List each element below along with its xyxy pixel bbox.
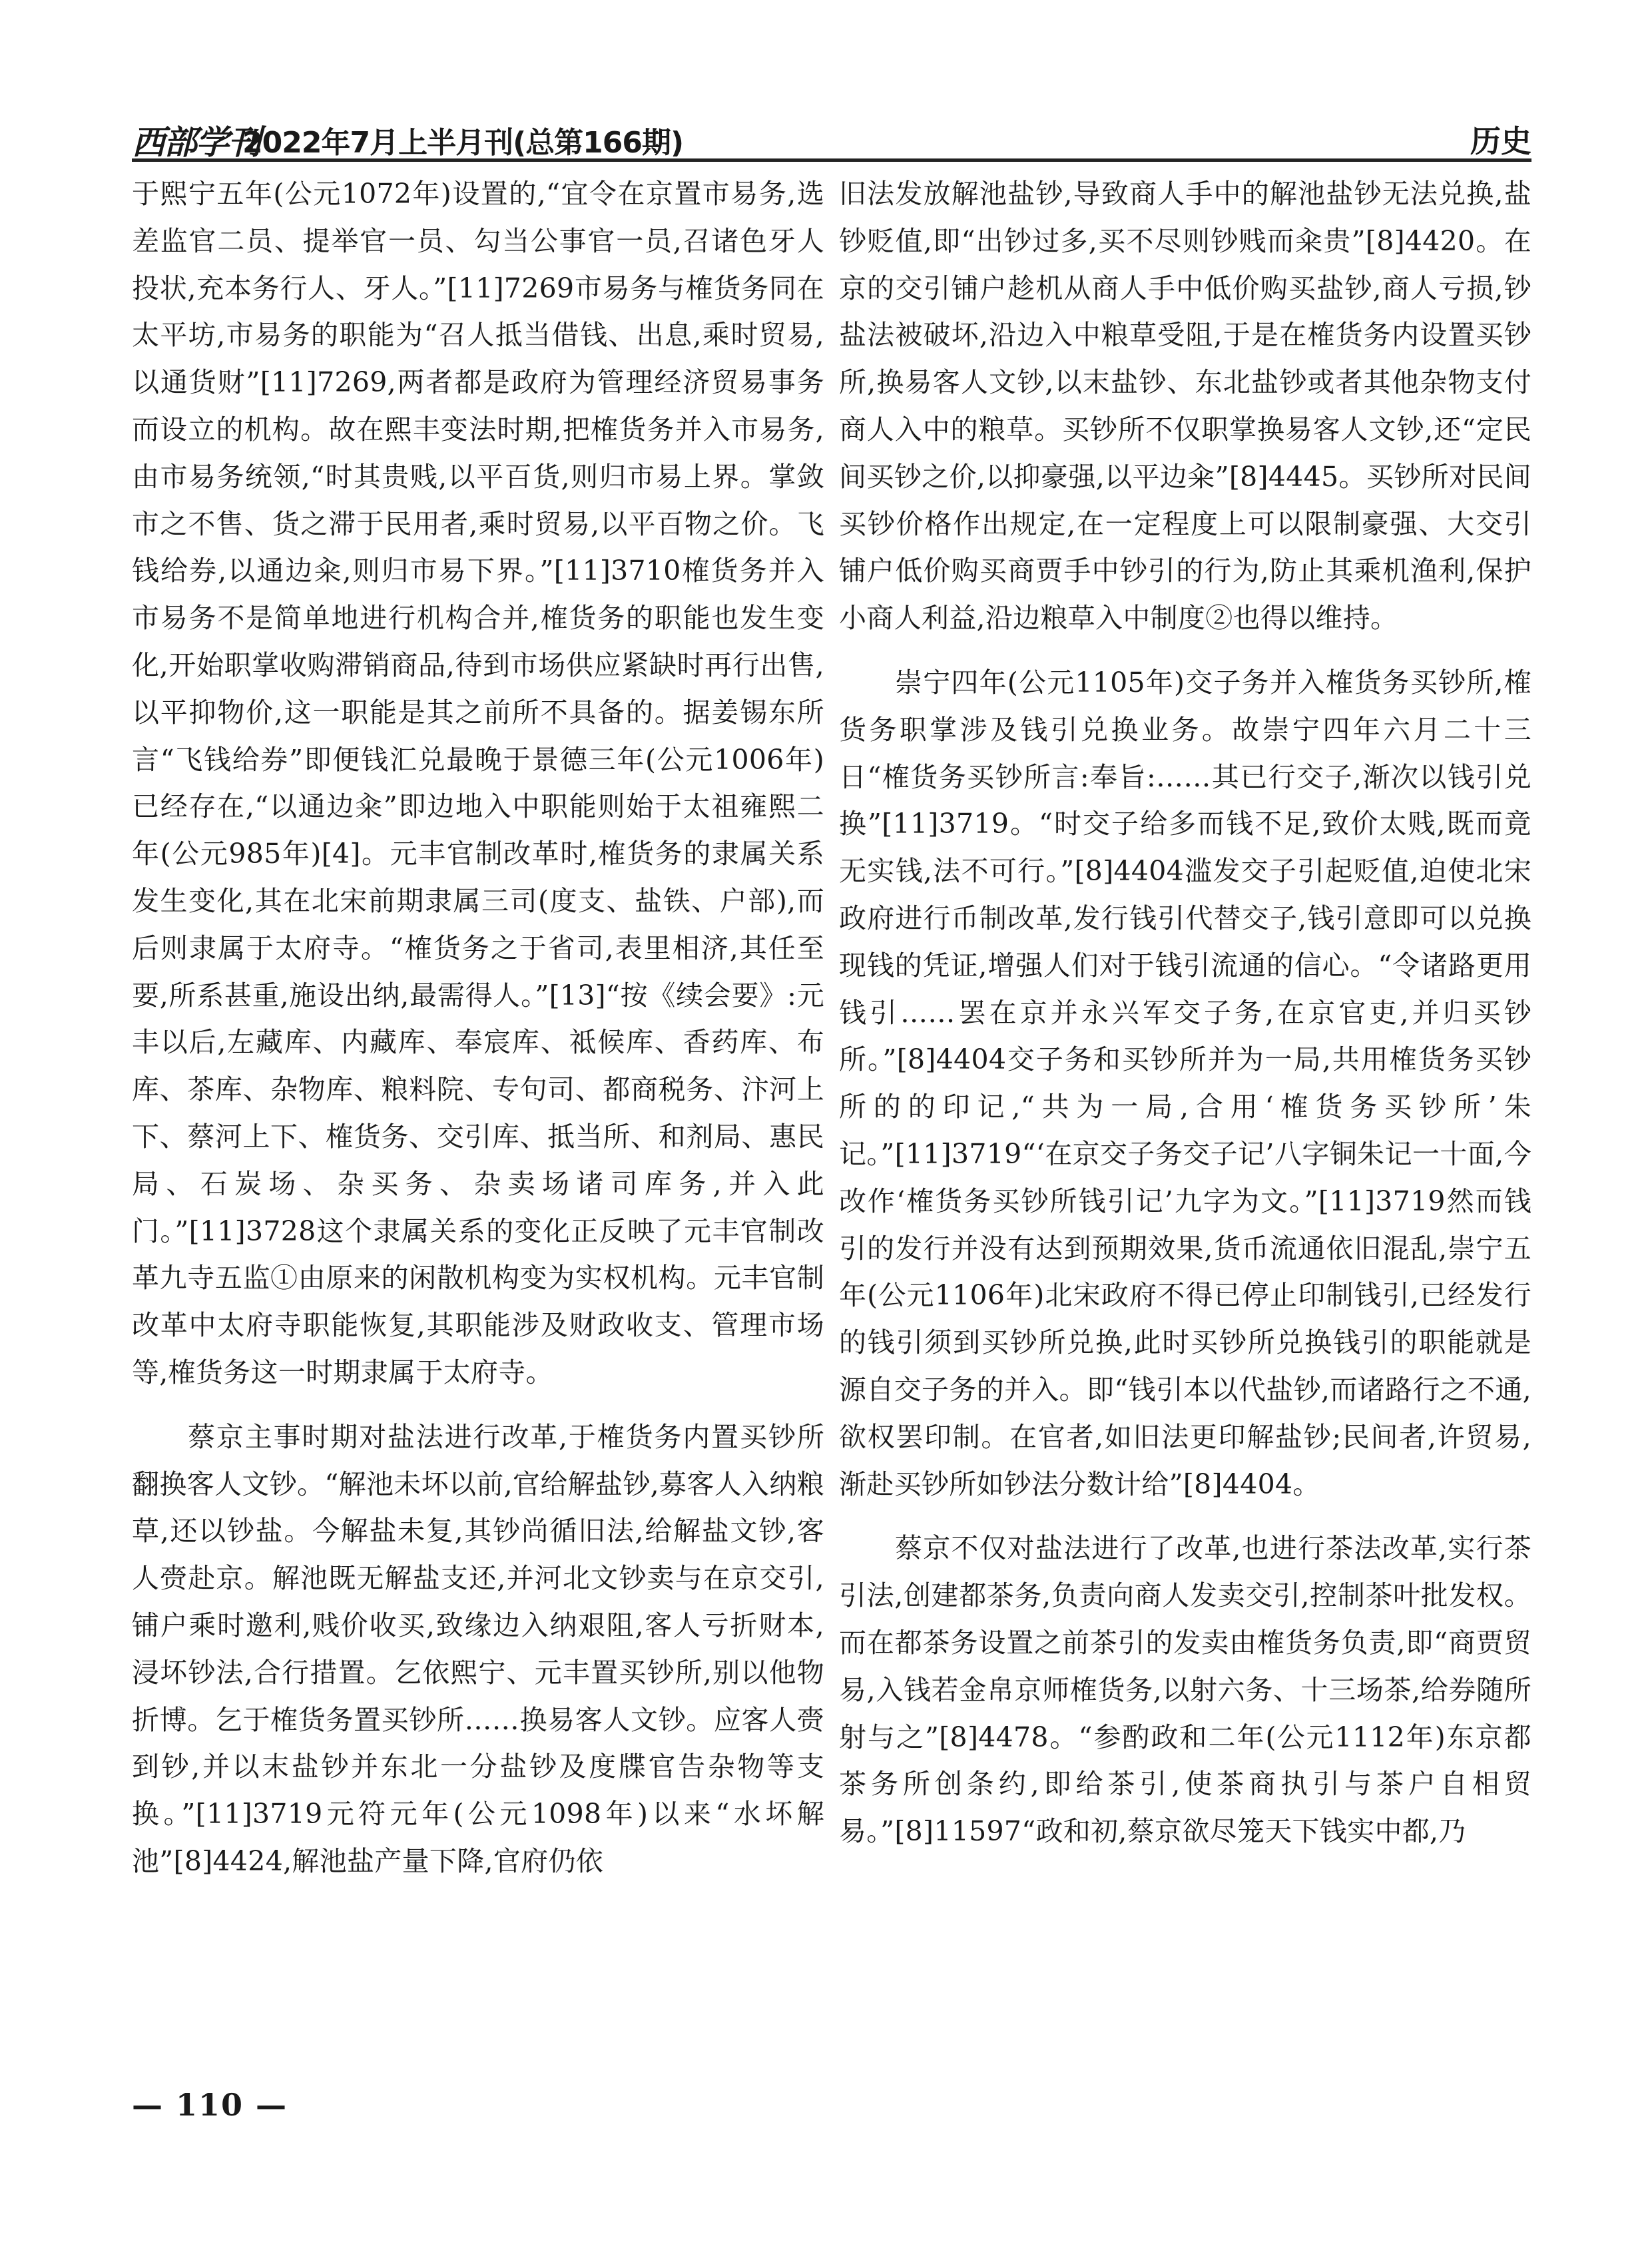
issue-info: 2022年7月上半月刊(总第166期) [242, 126, 684, 160]
right-column [839, 170, 1531, 1855]
journal-name: 西部学刊 [132, 123, 260, 162]
running-header [132, 115, 1531, 162]
left-column [132, 170, 824, 1885]
right-paragraph-1: 旧法发放解池盐钞,导致商人手中的解池盐钞无法兑换,盐钞贬值,即“出钞过多,买不尽则钞贱而籴贵”[8]4420。在京的交引铺户趁机从商人手中低价购买盐钞,商人亏损,钞盐法被破坏,沿边入中粮草受阻,于是在榷货务内设置买钞所,换易客人文钞,以末盐钞、东北盐钞或者其他杂物支付商人入中的粮草。买钞所不仅职掌换易客人文钞,还“定民间买钞之价,以抑豪强,以平边籴”[8]4445。买钞所对民间买钞价格作出规定,在一定程度上可以限制豪强、大交引铺户低价购买商贾手中钞引的行为,防止其乘机渔利,保护小商人利益,沿边粮草入中制度②也得以维持。 [839, 178, 1531, 635]
right-paragraph-2: 崇宁四年(公元1105年)交子务并入榷货务买钞所,榷货务职掌涉及钱引兑换业务。故崇宁四年六月二十三日“榷货务买钞所言:奉旨:……其已行交子,渐次以钱引兑换”[11]3719。“时交子给多而钱不足,致价太贱,既而竟无实钱,法不可行。”[8]4404滥发交子引起贬值,迫使北宋政府进行币制改革,发行钱引代替交子,钱引意即可以兑换现钱的凭证,增强人们对于钱引流通的信心。“令诸路更用钱引……罢在京并永兴军交子务,在京官吏,并归买钞所。”[8]4404交子务和买钞所并为一局,共用榷货务买钞所的的印记,“共为一局,合用‘榷货务买钞所’朱记。”[11]3719“‘在京交子务交子记’八字铜朱记一十面,今改作‘榷货务买钞所钱引记’九字为文。”[11]3719然而钱引的发行并没有达到预期效果,货币流通依旧混乱,崇宁五年(公元1106年)北宋政府不得已停止印制钱引,已经发行的钱引须到买钞所兑换,此时买钞所兑换钱引的职能就是源自交子务的并入。即“钱引本以代盐钞,而诸路行之不通,欲权罢印制。在官者,如旧法更印解盐钞;民间者,许贸易,渐赴买钞所如钞法分数计给”[8]4404。 [839, 666, 1531, 1500]
section-title: 历史 [1470, 123, 1531, 159]
left-paragraph-1: 于熙宁五年(公元1072年)设置的,“宜令在京置市易务,选差监官二员、提举官一员、勾当公事官一员,召诸色牙人投状,充本务行人、牙人。”[11]7269市易务与榷货务同在太平坊,市易务的职能为“召人抵当借钱、出息,乘时贸易,以通货财”[11]7269,两者都是政府为管理经济贸易事务而设立的机构。故在熙丰变法时期,把榷货务并入市易务,由市易务统领,“时其贵贱,以平百货,则归市易上界。掌敛市之不售、货之滞于民用者,乘时贸易,以平百物之价。飞钱给券,以通边籴,则归市易下界。”[11]3710榷货务并入市易务不是简单地进行机构合并,榷货务的职能也发生变化,开始职掌收购滞销商品,待到市场供应紧缺时再行出售,以平抑物价,这一职能是其之前所不具备的。据姜锡东所言“飞钱给券”即便钱汇兑最晚于景德三年(公元1006年)已经存在,“以通边籴”即边地入中职能则始于太祖雍熙二年(公元985年)[4]。元丰官制改革时,榷货务的隶属关系发生变化,其在北宋前期隶属三司(度支、盐铁、户部),而后则隶属于太府寺。“榷货务之于省司,表里相济,其任至要,所系甚重,施设出纳,最需得人。”[13]“按《续会要》:元丰以后,左藏库、内藏库、奉宸库、祗候库、香药库、布库、茶库、杂物库、粮料院、专句司、都商税务、汴河上下、蔡河上下、榷货务、交引库、抵当所、和剂局、惠民局、石炭场、杂买务、杂卖场诸司库务,并入此门。”[11]3728这个隶属关系的变化正反映了元丰官制改革九寺五监①由原来的闲散机构变为实权机构。元丰官制改革中太府寺职能恢复,其职能涉及财政收支、管理市场等,榷货务这一时期隶属于太府寺。 [132, 178, 824, 1388]
left-paragraph-2: 蔡京主事时期对盐法进行改革,于榷货务内置买钞所翻换客人文钞。“解池未坏以前,官给解盐钞,募客人入纳粮草,还以钞盐。今解盐未复,其钞尚循旧法,给解盐文钞,客人赍赴京。解池既无解盐支还,并河北文钞卖与在京交引,铺户乘时邀利,贱价收买,致缘边入纳艰阻,客人亏折财本,浸坏钞法,合行措置。乞依熙宁、元丰置买钞所,别以他物折博。乞于榷货务置买钞所……换易客人文钞。应客人赍到钞,并以末盐钞并东北一分盐钞及度牒官告杂物等支换。”[11]3719元符元年(公元1098年)以来“水坏解池”[8]4424,解池盐产量下降,官府仍依 [132, 1420, 824, 1877]
page-number: — 110 — [132, 2087, 288, 2123]
right-paragraph-3: 蔡京不仅对盐法进行了改革,也进行茶法改革,实行茶引法,创建都茶务,负责向商人发卖交引,控制茶叶批发权。而在都茶务设置之前茶引的发卖由榷货务负责,即“商贾贸易,入钱若金帛京师榷货务,以射六务、十三场茶,给券随所射与之”[8]4478。“参酌政和二年(公元1112年)东京都茶务所创条约,即给茶引,使茶商执引与茶户自相贸易。”[8]11597“政和初,蔡京欲尽笼天下钱实中都,乃 [839, 1532, 1531, 1848]
